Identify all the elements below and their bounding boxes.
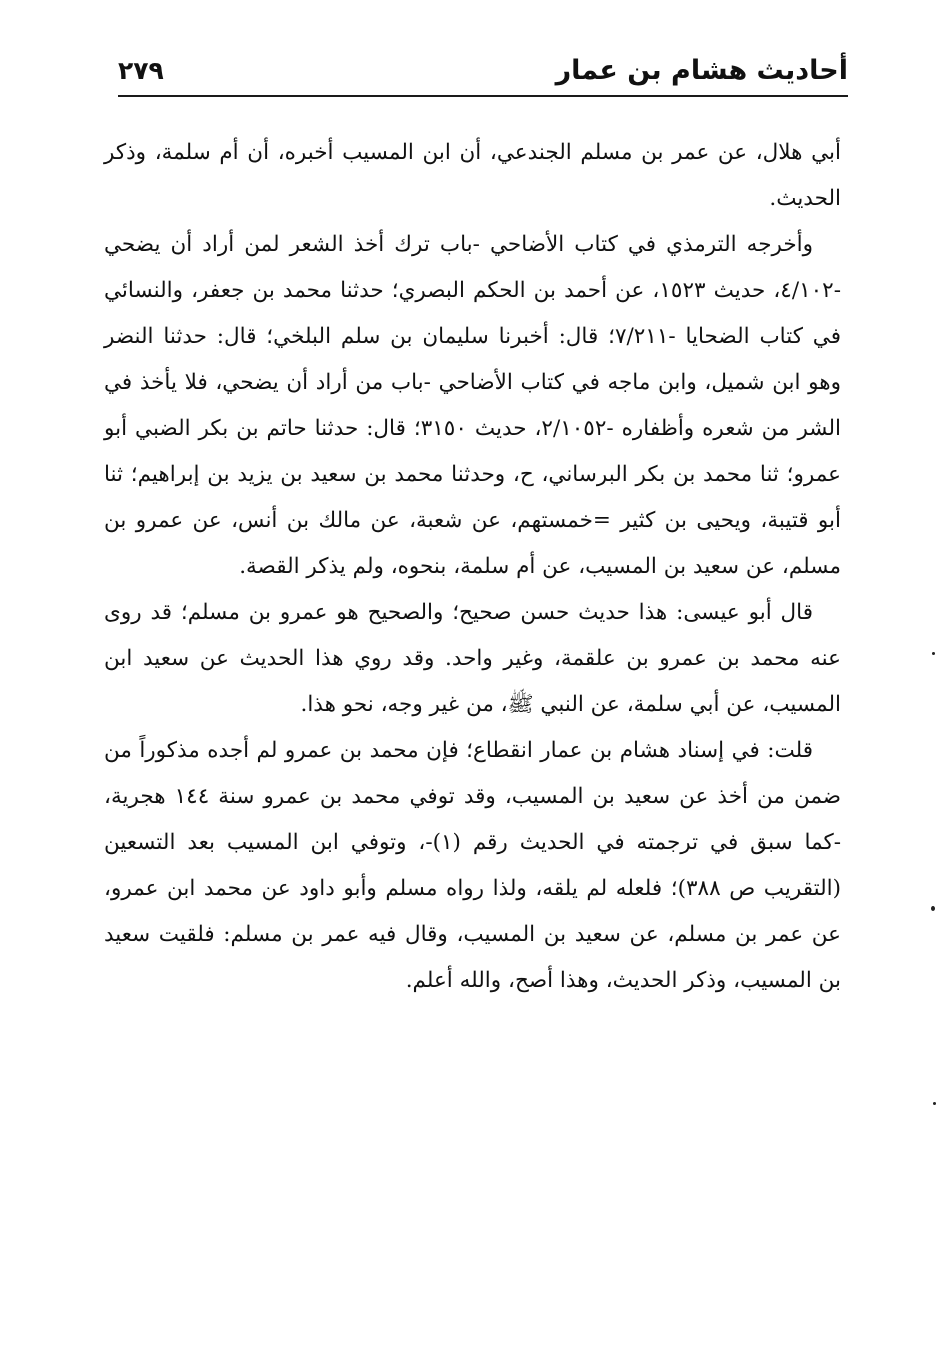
page-number: ٢٧٩ <box>118 56 164 85</box>
paragraph-note: قلت: في إسناد هشام بن عمار انقطاع؛ فإن محمد بن عمرو لم أجده مذكوراً من ضمن من أخذ عن سعيد بن المسيب، وقد توفي محمد بن عمرو سنة ١٤٤ هجرية، -كما سبق في ترجمته في الحديث رقم (١)-، وتوفي ابن المسيب بعد التسعين (التقريب ص ٣٨٨)؛ فلعله لم يلقه، ولذا رواه مسلم وأبو داود عن محمد ابن عمرو، عن عمر بن مسلم، عن سعيد بن المسيب، وقال فيه عمر بن مسلم: فلقيت سعيد بن المسيب، وذكر الحديث، وهذا أصح، والله أعلم. <box>104 738 841 993</box>
scan-speck <box>931 906 935 911</box>
paragraph-continuation: أبي هلال، عن عمر بن مسلم الجندعي، أن ابن المسيب أخبره، أن أم سلمة، وذكر الحديث. <box>104 140 841 211</box>
book-title: أحاديث هشام بن عمار <box>555 55 848 86</box>
paragraph-takhrij: وأخرجه الترمذي في كتاب الأضاحي -باب ترك أخذ الشعر لمن أراد أن يضحي -٤/١٠٢، حديث ١٥٢٣، عن أحمد بن الحكم البصري؛ حدثنا محمد بن جعفر، والنسائي في كتاب الضحايا -٧/٢١١؛ قال: أخبرنا سليمان بن سلم البلخي؛ قال: حدثنا النضر وهو ابن شميل، وابن ماجه في كتاب الأضاحي -باب من أراد أن يضحي، فلا يأخذ في الشر من شعره وأظفاره -٢/١٠٥٢، حديث ٣١٥٠؛ قال: حدثنا حاتم بن بكر الضبي أبو عمرو؛ ثنا محمد بن بكر البرساني، ح، وحدثنا محمد بن سعيد بن يزيد بن إبراهيم؛ ثنا أبو قتيبة، ويحيى بن كثير =خمستهم، عن شعبة، عن مالك بن أنس، عن عمرو بن مسلم، عن سعيد بن المسيب، عن أم سلمة، بنحوه، ولم يذكر القصة. <box>104 232 842 579</box>
body-text <box>104 130 841 1004</box>
paragraph-abu-isa: قال أبو عيسى: هذا حديث حسن صحيح؛ والصحيح هو عمرو بن مسلم؛ قد روى عنه محمد بن عمرو بن علقمة، وغير واحد. وقد روي هذا الحديث عن سعيد ابن المسيب، عن أبي سلمة، عن النبي ﷺ، من غير وجه، نحو هذا. <box>104 600 841 717</box>
header-rule <box>118 95 848 97</box>
running-header <box>118 46 848 98</box>
scan-speck <box>932 652 935 655</box>
scan-speck <box>933 1102 936 1105</box>
